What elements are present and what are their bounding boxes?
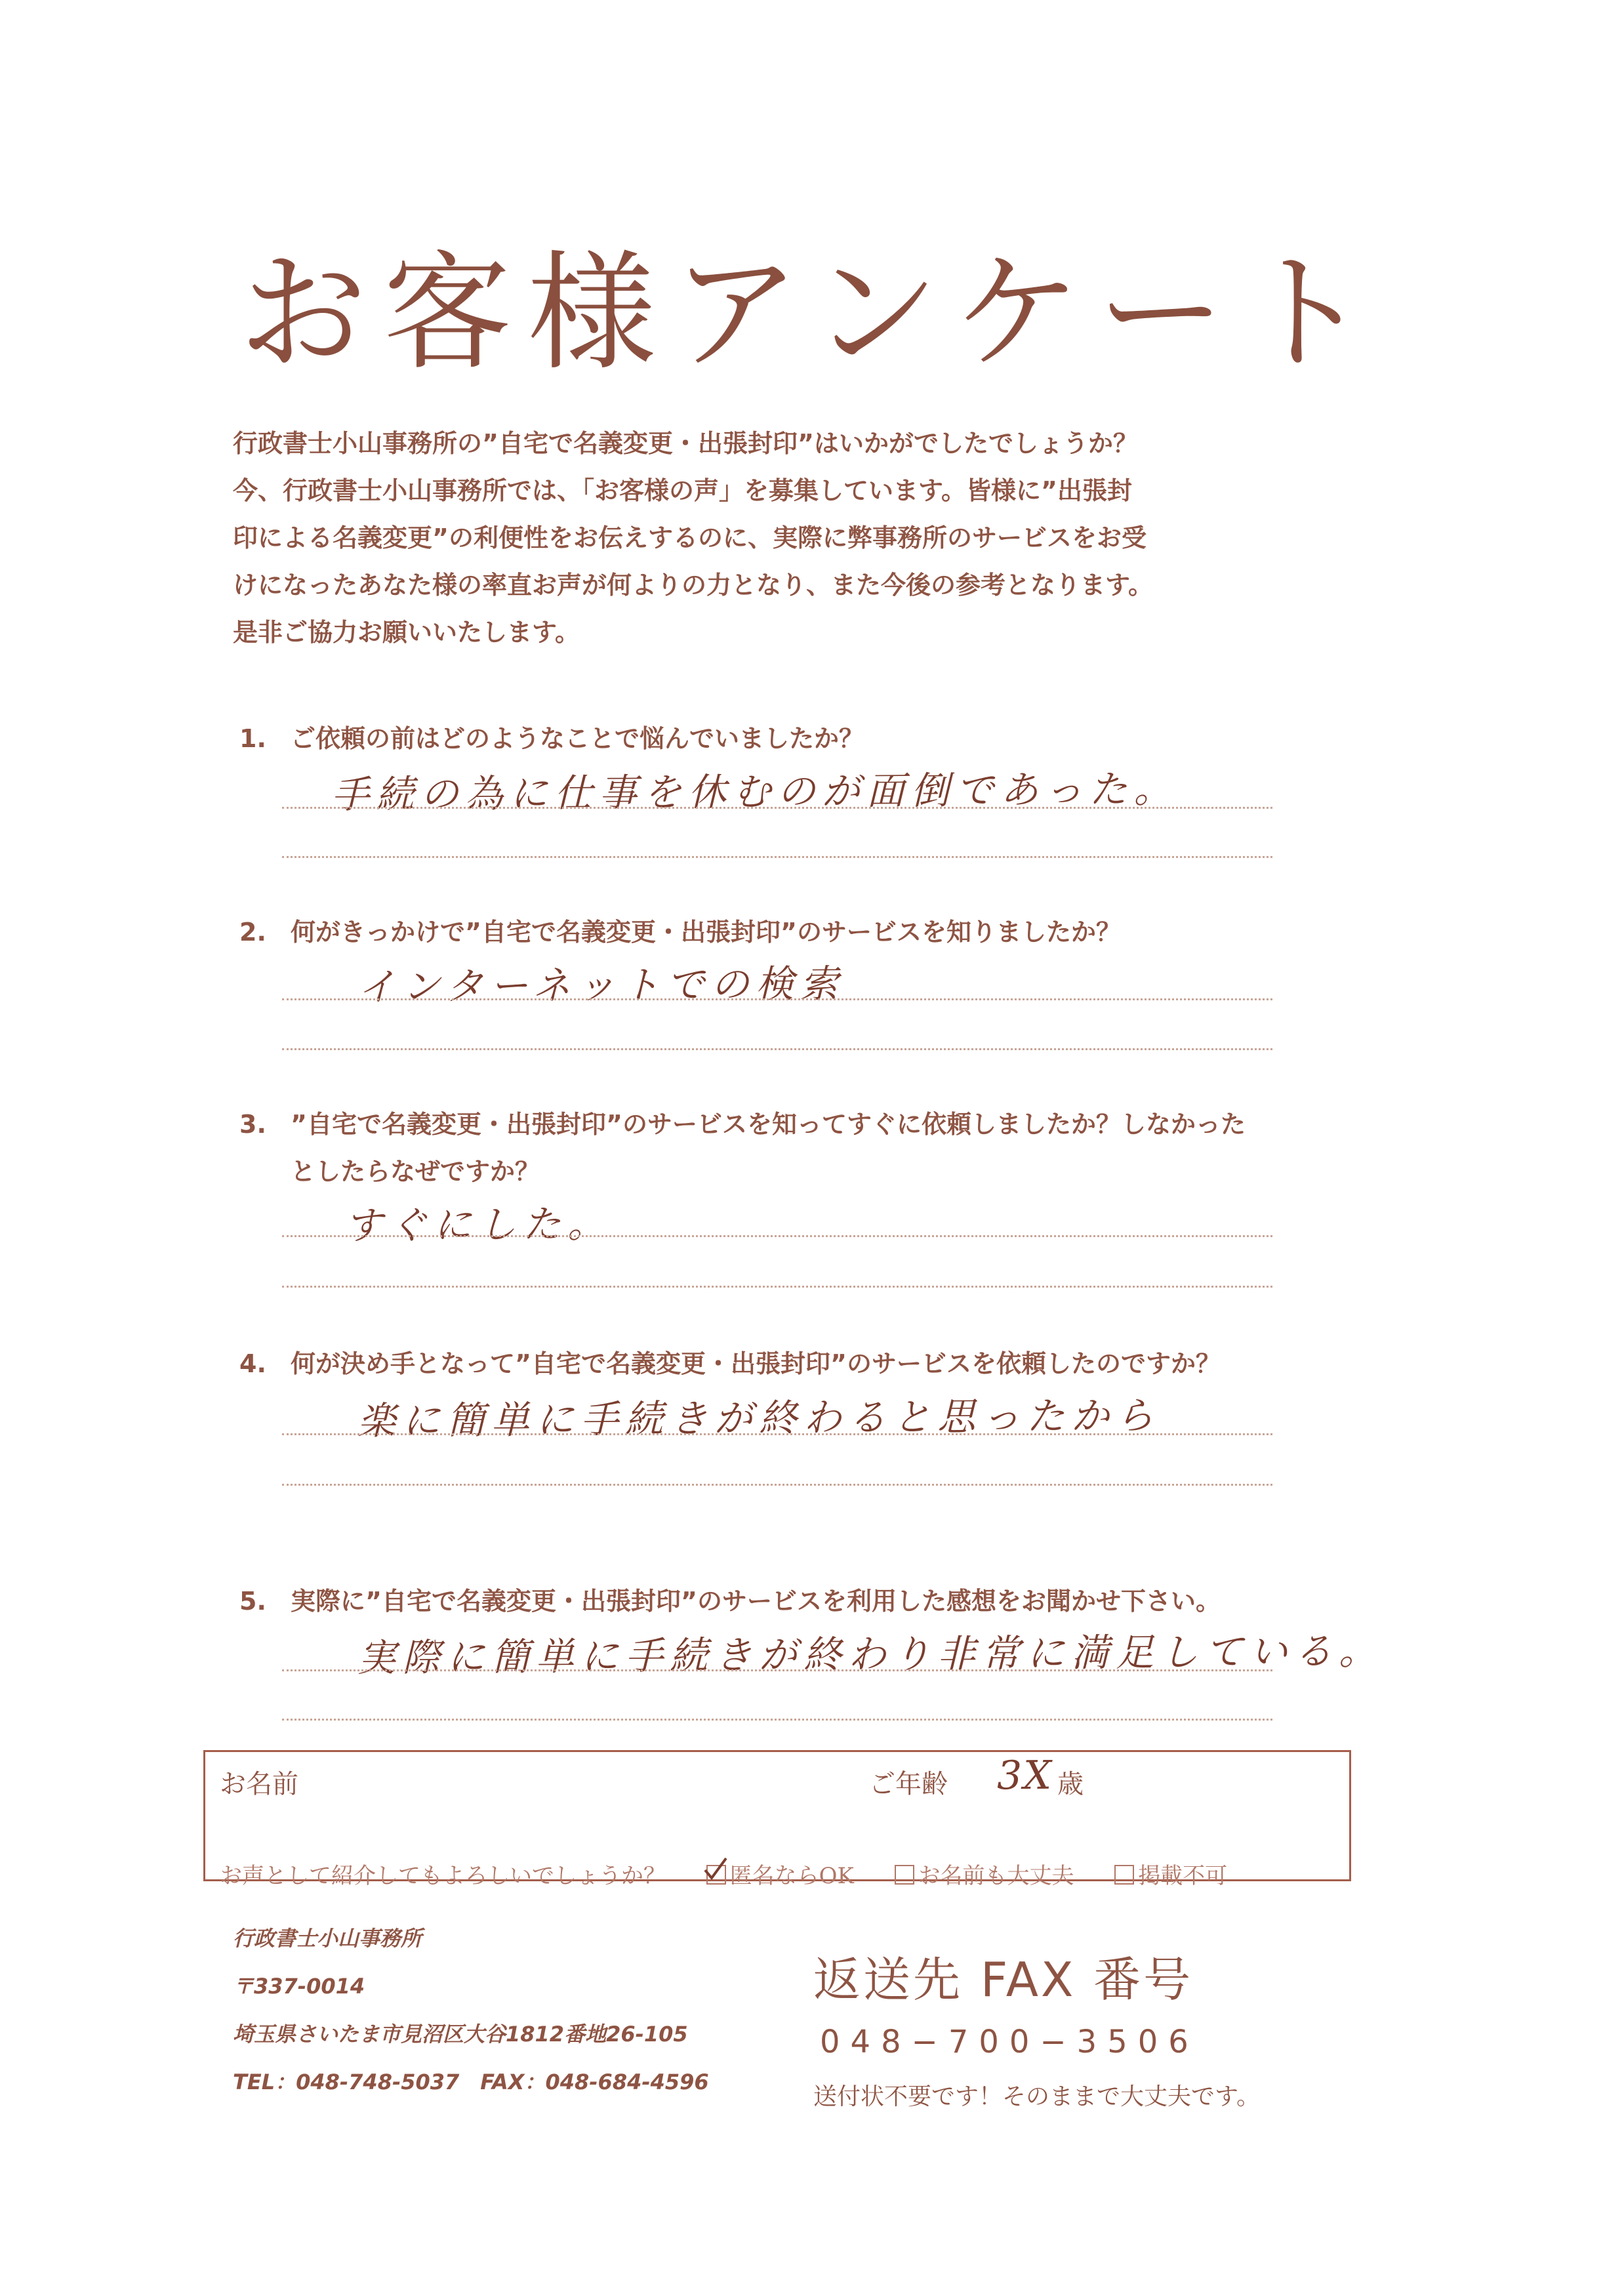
checkbox-icon[interactable]: [1114, 1865, 1134, 1885]
check-mark-icon: [702, 1857, 729, 1883]
office-postal: 〒337-0014: [233, 1974, 365, 1999]
question-text: ご依頼の前はどのようなことで悩んでいましたか？: [291, 724, 864, 753]
age-label: ご年齢: [869, 1769, 948, 1799]
fax-title: 返送先 FAX 番号: [813, 1952, 1194, 2007]
question-number: 2.: [239, 918, 266, 947]
answer-line: [282, 1669, 1272, 1671]
intro-line: けになったあなた様の率直お声が何よりの力となり、また今後の参考となります。: [233, 571, 1153, 600]
intro-line: 行政書士小山事務所の”自宅で名義変更・出張封印”はいかがでしたでしょうか？: [233, 429, 1138, 458]
answer-line: [282, 1048, 1272, 1050]
option-label: お名前も大丈夫: [918, 1863, 1074, 1889]
option-no-publish[interactable]: [1114, 1863, 1227, 1889]
checkbox-icon[interactable]: [895, 1865, 914, 1885]
question-number: 1.: [239, 724, 266, 753]
answer-line: [282, 1235, 1272, 1237]
answer-3[interactable]: すぐにした。: [344, 1201, 613, 1248]
answer-line: [282, 998, 1272, 1000]
answer-line: [282, 1484, 1272, 1486]
question-4: [239, 1343, 1221, 1379]
answer-line: [282, 1719, 1272, 1721]
question-1: [239, 718, 864, 754]
answer-line: [282, 1286, 1272, 1288]
office-name: 行政書士小山事務所: [233, 1926, 422, 1951]
answer-2[interactable]: インターネットでの検索: [357, 961, 845, 1010]
question-text: 何が決め手となって”自宅で名義変更・出張封印”のサービスを依頼したのですか？: [291, 1349, 1221, 1378]
question-text: 実際に”自宅で名義変更・出張封印”のサービスを利用した感想をお聞かせ下さい。: [291, 1587, 1221, 1616]
question-5: [239, 1581, 1221, 1617]
intro-line: 是非ご協力お願いいたします。: [233, 618, 580, 647]
option-label: 掲載不可: [1138, 1863, 1228, 1889]
question-text: ”自宅で名義変更・出張封印”のサービスを知ってすぐに依頼しましたか？しなかった: [291, 1110, 1246, 1139]
answer-line: [282, 856, 1272, 858]
page-title: お客様アンケート: [238, 239, 1386, 388]
intro-line: 今、行政書士小山事務所では、「お客様の声」を募集しています。皆様に”出張封: [233, 476, 1132, 505]
intro-line: 印による名義変更”の利便性をお伝えするのに、実際に弊事務所のサービスをお受: [233, 523, 1147, 552]
checkbox-checked-icon[interactable]: [706, 1865, 726, 1885]
fax-note: 送付状不要です！そのままで大丈夫です。: [813, 2083, 1261, 2110]
question-number: 4.: [239, 1349, 266, 1378]
answer-5[interactable]: 実際に簡単に手続きが終わり非常に満足している。: [357, 1628, 1384, 1681]
fax-number: 048−700−3506: [820, 2024, 1199, 2060]
answer-4[interactable]: 楽に簡単に手続きが終わると思ったから: [357, 1393, 1161, 1444]
question-number: 3.: [239, 1110, 266, 1139]
option-name-ok[interactable]: [895, 1863, 1074, 1889]
answer-1[interactable]: 手続の為に仕事を休むのが面倒であった。: [331, 766, 1179, 817]
age-unit: 歳: [1057, 1769, 1084, 1799]
question-2: [239, 912, 1121, 948]
office-contact: TEL：048-748-5037 FAX：048-684-4596: [233, 2070, 709, 2094]
answer-line: [282, 807, 1272, 809]
question-3-continued: としたらなぜですか？: [291, 1157, 540, 1186]
name-label: お名前: [220, 1769, 298, 1799]
office-address: 埼玉県さいたま市見沼区大谷1812番地26-105: [233, 2022, 688, 2047]
question-text: 何がきっかけで”自宅で名義変更・出張封印”のサービスを知りましたか？: [291, 918, 1121, 947]
question-3: [239, 1104, 1246, 1140]
intro-text: [233, 420, 1413, 656]
option-label: 匿名ならOK: [729, 1863, 854, 1889]
question-number: 5.: [239, 1587, 266, 1616]
answer-line: [282, 1433, 1272, 1435]
age-value[interactable]: 3X: [996, 1752, 1053, 1799]
consent-question: お声として紹介してもよろしいでしょうか？: [220, 1863, 666, 1889]
consent-row: [220, 1858, 1227, 1890]
option-anonymous[interactable]: [706, 1863, 854, 1889]
